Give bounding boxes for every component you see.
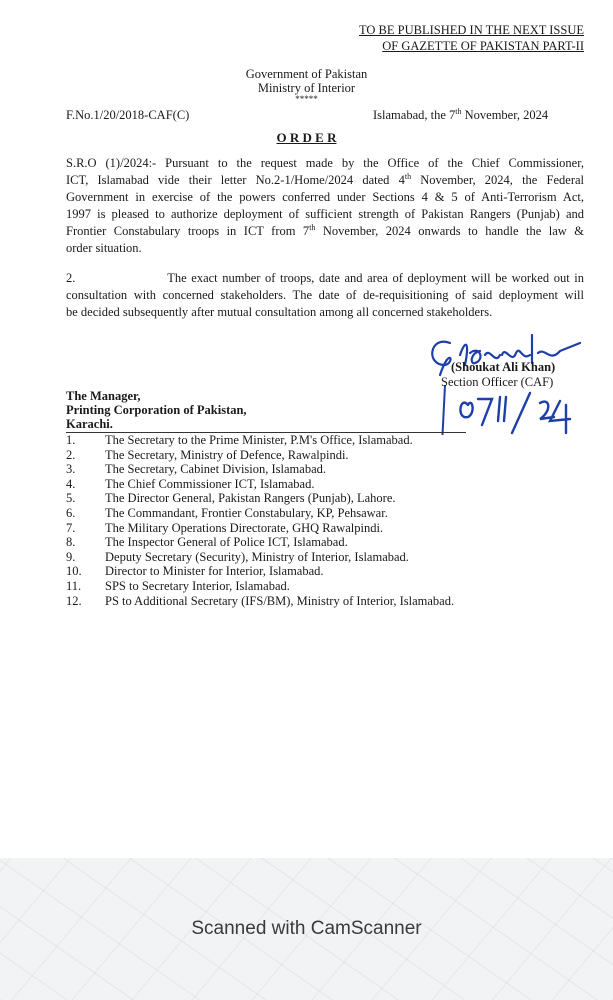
item-text: The Chief Commissioner ICT, Islamabad. xyxy=(105,476,315,491)
date-suffix: th xyxy=(455,106,462,116)
item-number: 10. xyxy=(66,564,82,579)
para1-line: S.R.O (1)/2024:- Pursuant to the request made by the Office of the Chief Commissioner, xyxy=(66,156,584,170)
ministry-name: Ministry of Interior xyxy=(257,81,356,95)
para2-line: 2. The exact number of troops, date and area of deployment will be worked out in xyxy=(66,271,584,285)
publish-notice-line2: OF GAZETTE OF PAKISTAN PART-II xyxy=(382,39,584,53)
list-item xyxy=(66,521,454,536)
text: Frontier Constabulary troops in ICT from 7 xyxy=(66,224,310,238)
file-number: F.No.1/20/2018-CAF(C) xyxy=(66,108,190,122)
text: November, 2024 onwards to handle the law & xyxy=(315,224,585,238)
item-number: 9. xyxy=(66,549,76,564)
scanner-watermark: Scanned with CamScanner xyxy=(191,918,422,939)
signatory-name: (Shoukat Ali Khan) xyxy=(451,360,556,374)
para2-line: be decided subsequently after mutual consultation among all concerned stakeholders. xyxy=(66,305,493,319)
addressee-line: The Manager, xyxy=(66,389,141,403)
item-number: 12. xyxy=(66,593,82,608)
order-title: O R D E R xyxy=(276,130,337,145)
item-text: The Secretary, Ministry of Defence, Rawalpindi. xyxy=(105,447,349,462)
issue-date xyxy=(373,108,548,123)
item-text: Director to Minister for Interior, Islamabad. xyxy=(105,564,324,579)
copy-distribution-list xyxy=(66,433,454,608)
list-item xyxy=(66,448,454,463)
addressee-line: Karachi. xyxy=(66,417,113,431)
signatory-designation: Section Officer (CAF) xyxy=(441,375,554,389)
date-rest: November, 2024 xyxy=(461,108,549,122)
item-number: 6. xyxy=(66,505,76,520)
item-number: 11. xyxy=(66,578,82,593)
item-text: The Secretary, Cabinet Division, Islamabad. xyxy=(105,462,326,477)
para1-line xyxy=(66,223,584,239)
letterhead xyxy=(0,67,613,104)
list-item xyxy=(66,477,454,492)
list-item xyxy=(66,535,454,550)
item-text: The Military Operations Directorate, GHQ Rawalpindi. xyxy=(105,520,384,535)
para1-line: order situation. xyxy=(66,241,142,255)
addressee-line: Printing Corporation of Pakistan, xyxy=(66,403,247,417)
item-text: PS to Additional Secretary (IFS/BM), Ministry of Interior, Islamabad. xyxy=(105,593,455,608)
text: November, 2024, the Federal xyxy=(411,173,584,187)
list-item xyxy=(66,433,454,448)
text: ICT, Islamabad vide their letter No.2-1/Home/2024 dated 4 xyxy=(66,173,405,187)
item-number: 2. xyxy=(66,447,76,462)
list-item xyxy=(66,491,454,506)
para1-line: Government in exercise of the powers conferred under Sections 4 & 5 of Anti-Terrorism Act, xyxy=(66,190,584,204)
item-number: 7. xyxy=(66,520,76,535)
para1-line: 1997 is pleased to authorize deployment of sufficient strength of Pakistan Rangers (Punjab) and xyxy=(66,207,584,221)
separator-stars: ***** xyxy=(295,94,318,104)
government-name: Government of Pakistan xyxy=(245,67,368,81)
superscript: th xyxy=(309,222,316,232)
item-text: The Secretary to the Prime Minister, P.M's Office, Islamabad. xyxy=(105,433,413,447)
publish-notice-line1: TO BE PUBLISHED IN THE NEXT ISSUE xyxy=(358,23,584,37)
superscript: th xyxy=(404,171,412,181)
addressee xyxy=(66,389,247,431)
list-item xyxy=(66,462,454,477)
list-item xyxy=(66,550,454,565)
item-text: SPS to Secretary Interior, Islamabad. xyxy=(105,578,290,593)
list-item xyxy=(66,594,454,609)
item-text: Deputy Secretary (Security), Ministry of Interior, Islamabad. xyxy=(105,549,409,564)
item-number: 5. xyxy=(66,491,76,506)
item-number: 1. xyxy=(66,433,76,447)
date-day: Islamabad, the 7 xyxy=(373,108,456,122)
para1-line xyxy=(66,172,584,188)
item-text: The Director General, Pakistan Rangers (Punjab), Lahore. xyxy=(105,491,396,506)
list-item xyxy=(66,564,454,579)
list-item xyxy=(66,506,454,521)
item-number: 3. xyxy=(66,462,76,477)
para2-line: consultation with concerned stakeholders. The date of de-requisitioning of said deployment will xyxy=(66,288,584,302)
list-item xyxy=(66,579,454,594)
item-text: The Inspector General of Police ICT, Islamabad. xyxy=(105,535,348,550)
item-number: 8. xyxy=(66,535,76,550)
item-number: 4. xyxy=(66,476,76,491)
item-text: The Commandant, Frontier Constabulary, KP, Pehsawar. xyxy=(105,505,388,520)
